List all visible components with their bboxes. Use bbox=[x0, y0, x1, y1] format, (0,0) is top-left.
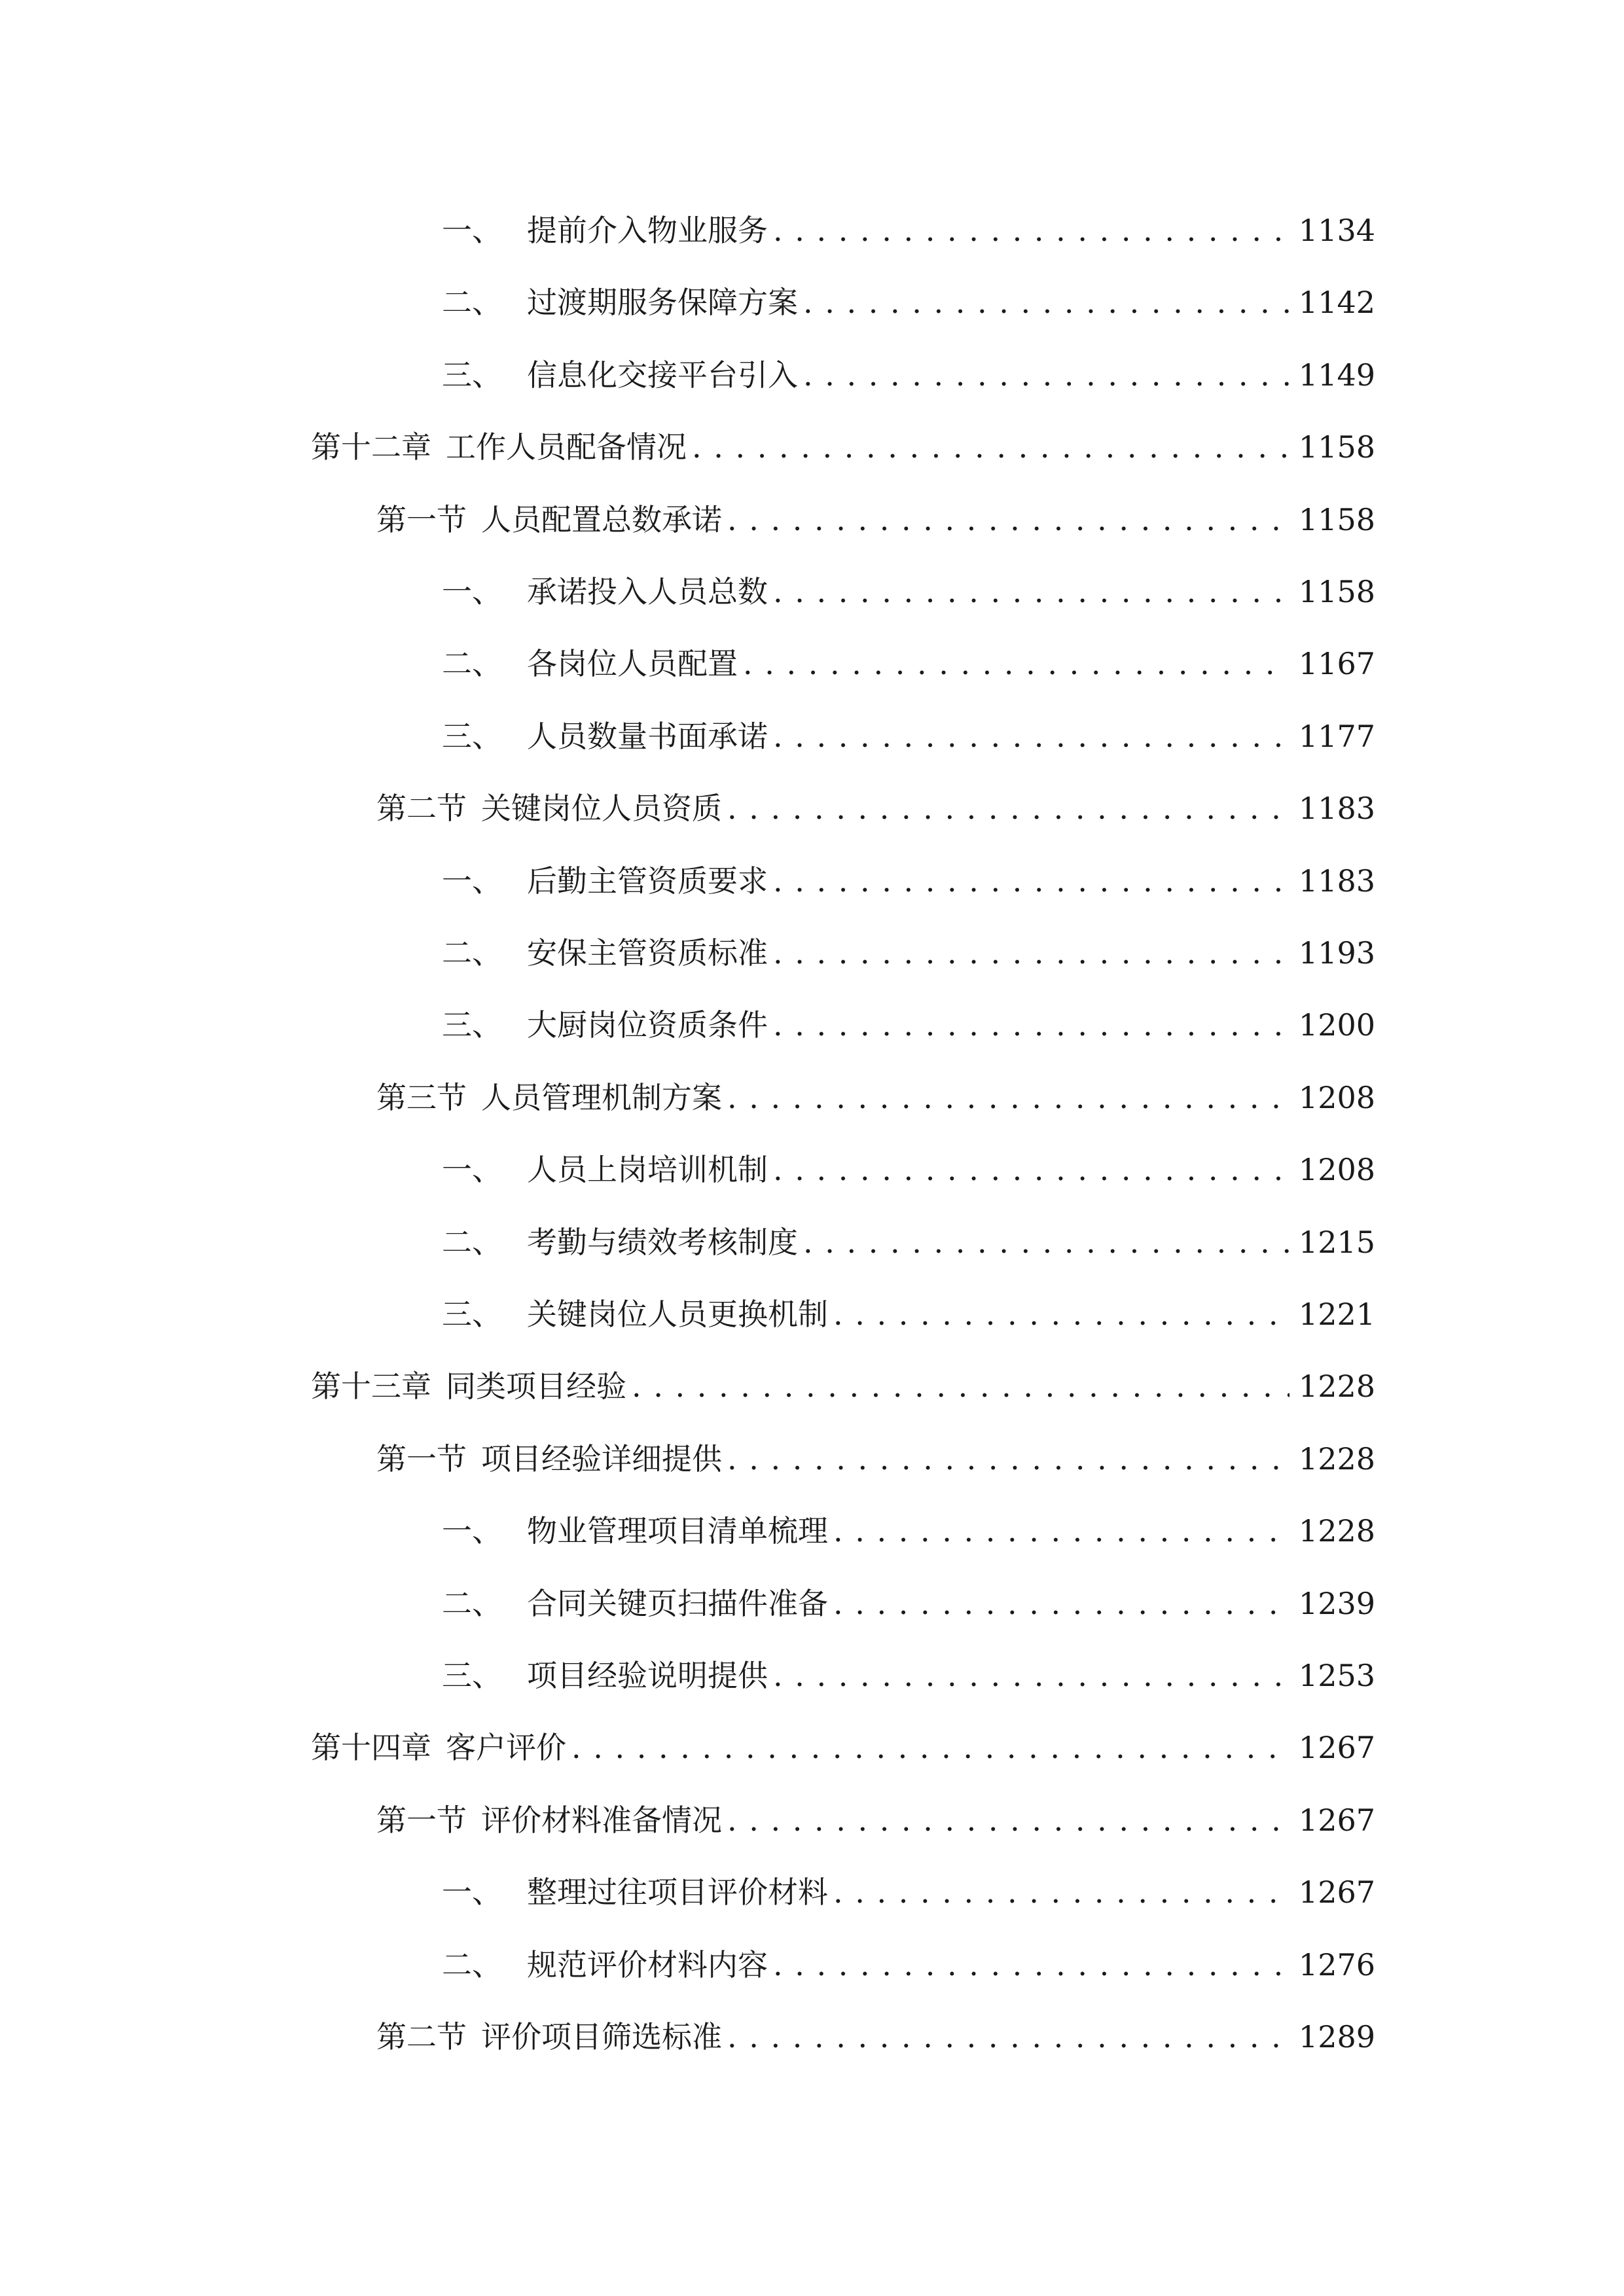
toc-entry-page-number: 1158 bbox=[1298, 429, 1375, 465]
toc-entry-title: 客户评价 bbox=[446, 1730, 566, 1766]
toc-entry-page-number: 1177 bbox=[1298, 718, 1375, 754]
toc-entry-number: 二、 bbox=[442, 1946, 502, 1982]
toc-subsection-entry[interactable] bbox=[442, 1216, 1375, 1268]
toc-entry-title: 关键岗位人员资质 bbox=[481, 791, 722, 827]
toc-entry-page-number: 1193 bbox=[1298, 935, 1375, 971]
toc-dot-leader bbox=[727, 493, 1290, 546]
toc-entry-number: 三、 bbox=[442, 1007, 502, 1043]
toc-subsection-entry[interactable] bbox=[442, 1939, 1375, 1991]
toc-section-entry[interactable] bbox=[376, 1433, 1375, 1485]
toc-entry-title: 人员配置总数承诺 bbox=[481, 501, 722, 537]
toc-dot-leader bbox=[727, 782, 1290, 834]
toc-dot-leader bbox=[773, 204, 1290, 257]
toc-entry-title: 安保主管资质标准 bbox=[527, 935, 768, 971]
toc-dot-leader bbox=[833, 1866, 1290, 1918]
toc-subsection-entry[interactable] bbox=[442, 1505, 1375, 1557]
toc-entry-title: 物业管理项目清单梳理 bbox=[527, 1513, 828, 1549]
toc-dot-leader bbox=[773, 1939, 1290, 1991]
toc-section-entry[interactable] bbox=[376, 1071, 1375, 1124]
toc-section-entry[interactable] bbox=[376, 1794, 1375, 1846]
toc-entry-page-number: 1215 bbox=[1298, 1224, 1375, 1260]
toc-subsection-entry[interactable] bbox=[442, 927, 1375, 979]
toc-entry-title: 同类项目经验 bbox=[446, 1369, 626, 1405]
toc-entry-number: 三、 bbox=[442, 1658, 502, 1693]
toc-dot-leader bbox=[773, 1143, 1290, 1196]
toc-entry-title: 评价材料准备情况 bbox=[481, 1802, 722, 1838]
toc-subsection-entry[interactable] bbox=[442, 855, 1375, 907]
toc-entry-number: 第十二章 bbox=[311, 429, 431, 465]
toc-entry-page-number: 1183 bbox=[1298, 791, 1375, 827]
toc-entry-number: 二、 bbox=[442, 646, 502, 682]
toc-entry-number: 一、 bbox=[442, 213, 502, 248]
toc-entry-number: 二、 bbox=[442, 285, 502, 321]
toc-dot-leader bbox=[833, 1288, 1290, 1340]
toc-chapter-entry[interactable] bbox=[311, 1721, 1375, 1774]
toc-entry-title: 信息化交接平台引入 bbox=[527, 357, 798, 393]
toc-entry-title: 规范评价材料内容 bbox=[527, 1946, 768, 1982]
toc-dot-leader bbox=[773, 1649, 1290, 1702]
toc-dot-leader bbox=[803, 1216, 1290, 1268]
toc-chapter-entry[interactable] bbox=[311, 1360, 1375, 1412]
toc-entry-title: 关键岗位人员更换机制 bbox=[527, 1297, 828, 1332]
toc-entry-number: 第一节 bbox=[376, 1441, 467, 1477]
toc-subsection-entry[interactable] bbox=[442, 1577, 1375, 1630]
toc-entry-number: 二、 bbox=[442, 1224, 502, 1260]
toc-entry-number: 一、 bbox=[442, 1874, 502, 1910]
toc-entry-page-number: 1183 bbox=[1298, 863, 1375, 899]
toc-entry-page-number: 1267 bbox=[1298, 1874, 1375, 1910]
toc-section-entry[interactable] bbox=[376, 493, 1375, 546]
toc-entry-number: 第一节 bbox=[376, 1802, 467, 1838]
toc-subsection-entry[interactable] bbox=[442, 565, 1375, 618]
toc-subsection-entry[interactable] bbox=[442, 204, 1375, 257]
toc-entry-page-number: 1208 bbox=[1298, 1079, 1375, 1115]
toc-entry-number: 三、 bbox=[442, 1297, 502, 1332]
toc-dot-leader bbox=[727, 2011, 1290, 2063]
toc-dot-leader bbox=[773, 565, 1290, 618]
toc-dot-leader bbox=[692, 421, 1290, 473]
toc-subsection-entry[interactable] bbox=[442, 1866, 1375, 1918]
toc-entry-number: 第十四章 bbox=[311, 1730, 431, 1766]
toc-entry-number: 第二节 bbox=[376, 2019, 467, 2054]
toc-entry-page-number: 1200 bbox=[1298, 1007, 1375, 1043]
toc-entry-number: 第十三章 bbox=[311, 1369, 431, 1405]
toc-entry-title: 承诺投入人员总数 bbox=[527, 574, 768, 609]
toc-dot-leader bbox=[803, 349, 1290, 401]
toc-entry-page-number: 1267 bbox=[1298, 1730, 1375, 1766]
toc-entry-page-number: 1167 bbox=[1298, 646, 1375, 682]
toc-entry-page-number: 1158 bbox=[1298, 574, 1375, 609]
toc-subsection-entry[interactable] bbox=[442, 349, 1375, 401]
toc-dot-leader bbox=[632, 1360, 1290, 1412]
toc-entry-number: 二、 bbox=[442, 1585, 502, 1621]
toc-entry-page-number: 1267 bbox=[1298, 1802, 1375, 1838]
toc-entry-title: 各岗位人员配置 bbox=[527, 646, 738, 682]
toc-subsection-entry[interactable] bbox=[442, 710, 1375, 762]
toc-entry-title: 合同关键页扫描件准备 bbox=[527, 1585, 828, 1621]
toc-entry-page-number: 1239 bbox=[1298, 1585, 1375, 1621]
toc-dot-leader bbox=[743, 637, 1290, 690]
toc-entry-number: 三、 bbox=[442, 718, 502, 754]
toc-dot-leader bbox=[833, 1577, 1290, 1630]
toc-entry-title: 后勤主管资质要求 bbox=[527, 863, 768, 899]
toc-chapter-entry[interactable] bbox=[311, 421, 1375, 473]
toc-section-entry[interactable] bbox=[376, 782, 1375, 834]
toc-entry-title: 提前介入物业服务 bbox=[527, 213, 768, 248]
toc-section-entry[interactable] bbox=[376, 2011, 1375, 2063]
toc-dot-leader bbox=[833, 1505, 1290, 1557]
toc-entry-number: 一、 bbox=[442, 863, 502, 899]
toc-entry-page-number: 1149 bbox=[1298, 357, 1375, 393]
toc-entry-page-number: 1276 bbox=[1298, 1946, 1375, 1982]
toc-dot-leader bbox=[773, 927, 1290, 979]
toc-entry-number: 三、 bbox=[442, 357, 502, 393]
toc-subsection-entry[interactable] bbox=[442, 1143, 1375, 1196]
toc-entry-page-number: 1228 bbox=[1298, 1369, 1375, 1405]
toc-entry-title: 大厨岗位资质条件 bbox=[527, 1007, 768, 1043]
toc-entry-number: 二、 bbox=[442, 935, 502, 971]
toc-dot-leader bbox=[773, 999, 1290, 1051]
toc-entry-page-number: 1228 bbox=[1298, 1441, 1375, 1477]
toc-entry-page-number: 1134 bbox=[1298, 213, 1375, 248]
toc-entry-title: 项目经验说明提供 bbox=[527, 1658, 768, 1693]
toc-entry-number: 第三节 bbox=[376, 1079, 467, 1115]
toc-entry-page-number: 1221 bbox=[1298, 1297, 1375, 1332]
toc-dot-leader bbox=[803, 276, 1290, 329]
toc-entry-title: 人员管理机制方案 bbox=[481, 1079, 722, 1115]
toc-entry-title: 人员上岗培训机制 bbox=[527, 1152, 768, 1188]
toc-dot-leader bbox=[571, 1721, 1290, 1774]
toc-entry-number: 一、 bbox=[442, 1152, 502, 1188]
toc-subsection-entry[interactable] bbox=[442, 637, 1375, 690]
toc-entry-page-number: 1158 bbox=[1298, 501, 1375, 537]
toc-entry-page-number: 1228 bbox=[1298, 1513, 1375, 1549]
toc-subsection-entry[interactable] bbox=[442, 999, 1375, 1051]
toc-subsection-entry[interactable] bbox=[442, 276, 1375, 329]
toc-dot-leader bbox=[727, 1433, 1290, 1485]
toc-entry-title: 过渡期服务保障方案 bbox=[527, 285, 798, 321]
toc-entry-page-number: 1253 bbox=[1298, 1658, 1375, 1693]
toc-entry-number: 第二节 bbox=[376, 791, 467, 827]
toc-entry-number: 第一节 bbox=[376, 501, 467, 537]
toc-subsection-entry[interactable] bbox=[442, 1288, 1375, 1340]
toc-entry-title: 考勤与绩效考核制度 bbox=[527, 1224, 798, 1260]
toc-entry-title: 人员数量书面承诺 bbox=[527, 718, 768, 754]
toc-entry-title: 项目经验详细提供 bbox=[481, 1441, 722, 1477]
toc-dot-leader bbox=[773, 855, 1290, 907]
toc-dot-leader bbox=[727, 1794, 1290, 1846]
toc-entry-title: 工作人员配备情况 bbox=[446, 429, 687, 465]
toc-entry-title: 整理过往项目评价材料 bbox=[527, 1874, 828, 1910]
toc-entry-page-number: 1289 bbox=[1298, 2019, 1375, 2054]
toc-entry-number: 一、 bbox=[442, 1513, 502, 1549]
toc-subsection-entry[interactable] bbox=[442, 1649, 1375, 1702]
toc-entry-page-number: 1208 bbox=[1298, 1152, 1375, 1188]
toc-entry-page-number: 1142 bbox=[1298, 285, 1375, 321]
toc-entry-number: 一、 bbox=[442, 574, 502, 609]
toc-entry-title: 评价项目筛选标准 bbox=[481, 2019, 722, 2054]
toc-dot-leader bbox=[773, 710, 1290, 762]
toc-dot-leader bbox=[727, 1071, 1290, 1124]
